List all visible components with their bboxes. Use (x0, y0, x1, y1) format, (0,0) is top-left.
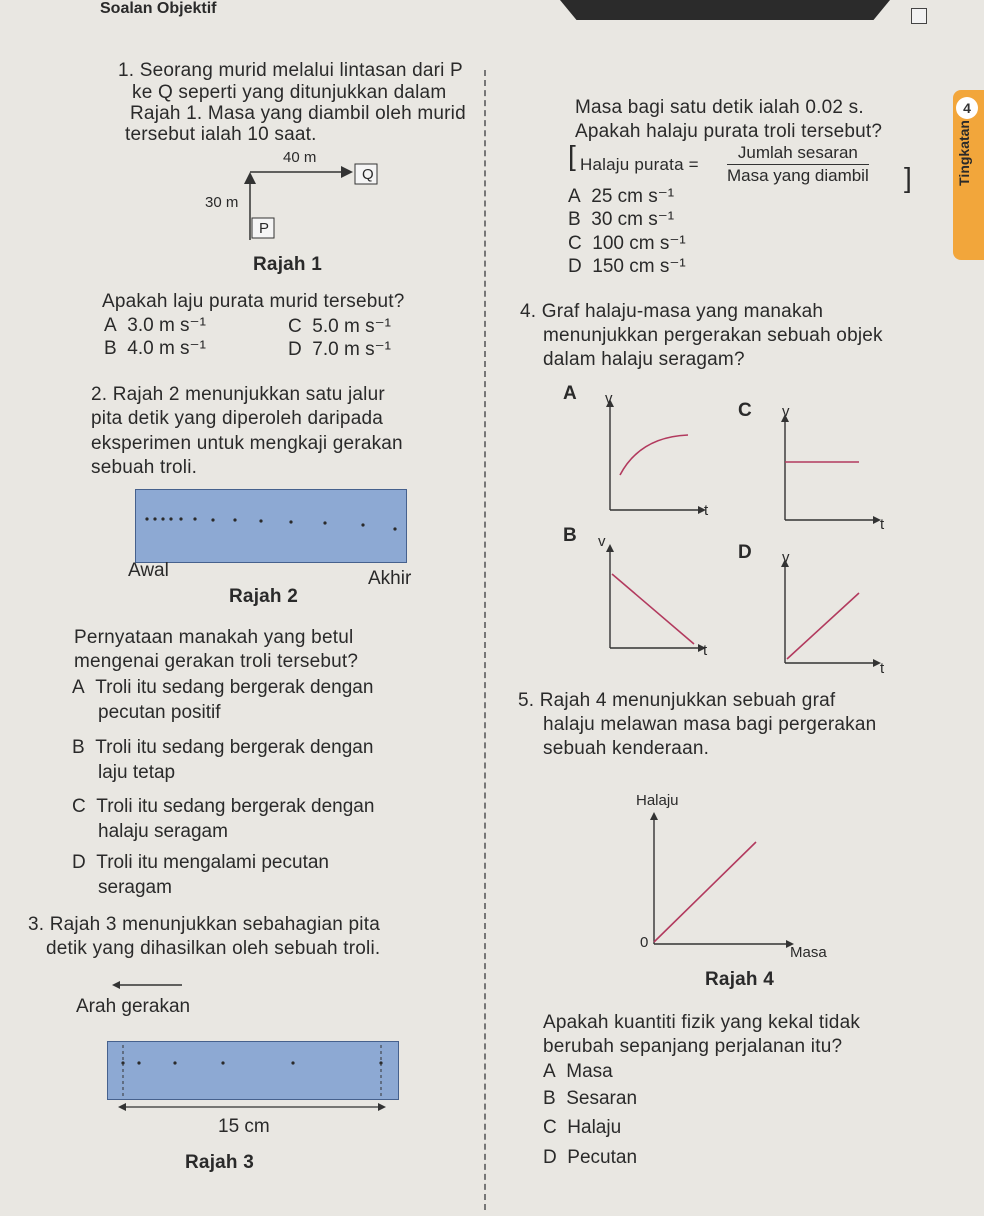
rajah-1-side-label: 30 m (205, 194, 239, 211)
option-letter: C (568, 233, 582, 254)
option-text: laju tetap (98, 762, 176, 783)
q3-line-2: detik yang dihasilkan oleh sebuah troli. (46, 938, 381, 959)
option-text: Pecutan (567, 1147, 638, 1168)
q2-question-1: Pernyataan manakah yang betul (74, 627, 354, 648)
header-banner (560, 0, 890, 20)
q2-option-b[interactable] (72, 735, 373, 785)
rajah-4-x-label: Masa (790, 944, 827, 961)
option-text: pecutan positif (98, 702, 221, 723)
option-text: Troli itu sedang bergerak dengan (95, 677, 374, 698)
q4-graph-d-x: t (880, 660, 885, 677)
option-letter: B (72, 737, 85, 758)
option-letter: A (104, 315, 117, 336)
q4-graph-b-letter[interactable]: B (563, 525, 577, 546)
q4-line-2: menunjukkan pergerakan sebuah objek (543, 325, 883, 346)
option-letter: A (72, 677, 85, 698)
rajah-2-caption: Rajah 2 (229, 586, 298, 607)
side-tab-label: Tingkatan (956, 120, 972, 186)
formula-lhs: Halaju purata = (580, 155, 699, 174)
section-tag: Soalan Objektif (100, 0, 217, 17)
formula-bracket-left: [ (568, 140, 576, 171)
q1-option-d[interactable] (288, 337, 391, 362)
option-text: Troli itu sedang bergerak dengan (95, 737, 374, 758)
q3-cont-line-1: Masa bagi satu detik ialah 0.02 s. (575, 97, 864, 118)
q4-graph-c-letter[interactable]: C (738, 400, 752, 421)
option-letter: B (568, 209, 581, 230)
option-letter: B (543, 1088, 556, 1109)
column-divider (484, 70, 486, 1210)
rajah-1-caption: Rajah 1 (253, 254, 322, 275)
q5-line-2: halaju melawan masa bagi pergerakan (543, 714, 877, 735)
q5-option-a[interactable] (543, 1059, 613, 1084)
q2-line-2: pita detik yang diperoleh daripada (91, 408, 384, 429)
q4-graph-b-y: v (598, 533, 606, 550)
rajah-3-caption: Rajah 3 (185, 1152, 254, 1173)
rajah-2-dots (135, 489, 407, 563)
q1-line-2: ke Q seperti yang ditunjukkan dalam (132, 82, 447, 103)
q3-option-d[interactable] (568, 254, 686, 279)
q3-option-c[interactable] (568, 231, 686, 256)
q2-question-2: mengenai gerakan troli tersebut? (74, 651, 359, 672)
q1-option-c[interactable] (288, 314, 391, 339)
option-text: 5.0 m s⁻¹ (312, 316, 391, 337)
option-text: Troli itu mengalami pecutan (96, 852, 329, 873)
rajah-1-top-label: 40 m (283, 149, 317, 166)
q4-line-1: 4. Graf halaju-masa yang manakah (520, 301, 824, 322)
q4-graph-c-x: t (880, 516, 885, 533)
q3-option-a[interactable] (568, 184, 674, 209)
rajah-3-direction-label: Arah gerakan (76, 996, 191, 1017)
rajah-1-point-p: P (259, 220, 270, 237)
q4-graph-a-letter[interactable]: A (563, 383, 577, 404)
option-letter: C (543, 1117, 557, 1138)
q4-graph-a-y: v (605, 390, 613, 407)
option-letter: C (72, 796, 86, 817)
rajah-4-origin: 0 (640, 934, 649, 951)
q5-option-d[interactable] (543, 1145, 637, 1170)
rajah-3-dots (107, 1041, 399, 1101)
q5-question-1: Apakah kuantiti fizik yang kekal tidak (543, 1012, 861, 1033)
option-text: 4.0 m s⁻¹ (127, 338, 206, 359)
q5-line-1: 5. Rajah 4 menunjukkan sebuah graf (518, 690, 836, 711)
q1-line-3: Rajah 1. Masa yang diambil oleh murid (130, 103, 466, 124)
side-tab-number: 4 (956, 97, 978, 119)
q4-graph-c[interactable] (775, 410, 895, 540)
q4-graph-d[interactable] (775, 555, 895, 680)
option-letter: D (72, 852, 86, 873)
q2-line-4: sebuah troli. (91, 457, 198, 478)
q4-graph-b-x: t (703, 642, 708, 659)
q3-option-b[interactable] (568, 207, 674, 232)
formula-bracket-right: ] (904, 162, 912, 193)
q5-line-3: sebuah kenderaan. (543, 738, 710, 759)
rajah-1-point-q: Q (362, 166, 374, 183)
q1-option-a[interactable] (104, 313, 206, 338)
rajah-4-caption: Rajah 4 (705, 969, 774, 990)
checkbox[interactable] (911, 8, 927, 24)
q4-graph-d-letter[interactable]: D (738, 542, 752, 563)
q5-option-b[interactable] (543, 1086, 637, 1111)
q4-line-3: dalam halaju seragam? (543, 349, 745, 370)
q4-graph-a-x: t (704, 502, 709, 519)
option-letter: A (568, 186, 581, 207)
formula-fraction (727, 142, 869, 187)
q5-option-c[interactable] (543, 1115, 621, 1140)
rajah-4-graph (640, 808, 800, 958)
rajah-4-y-label: Halaju (636, 792, 679, 809)
q2-option-c[interactable] (72, 794, 374, 844)
q1-line-1: 1. Seorang murid melalui lintasan dari P (118, 60, 463, 81)
option-letter: B (104, 338, 117, 359)
option-letter: D (288, 339, 302, 360)
q1-line-4: tersebut ialah 10 saat. (125, 124, 317, 145)
option-text: seragam (98, 877, 172, 898)
rajah-3-measure-arrow (118, 1100, 388, 1114)
formula-numerator: Jumlah sesaran (727, 142, 869, 165)
option-letter: D (543, 1147, 557, 1168)
q3-cont-line-2: Apakah halaju purata troli tersebut? (575, 121, 883, 142)
option-letter: C (288, 316, 302, 337)
q2-line-3: eksperimen untuk mengkaji gerakan (91, 433, 403, 454)
option-text: 150 cm s⁻¹ (592, 256, 686, 277)
option-letter: A (543, 1061, 556, 1082)
option-text: halaju seragam (98, 821, 228, 842)
option-text: 100 cm s⁻¹ (592, 233, 686, 254)
option-text: 3.0 m s⁻¹ (127, 315, 206, 336)
rajah-2-end-label: Akhir (368, 568, 412, 589)
rajah-3-length-label: 15 cm (218, 1116, 270, 1137)
option-text: Halaju (567, 1117, 622, 1138)
rajah-2-start-label: Awal (128, 560, 169, 581)
q2-option-a[interactable] (72, 675, 373, 725)
option-text: 30 cm s⁻¹ (591, 209, 675, 230)
q4-graph-b[interactable] (600, 540, 720, 660)
option-text: Sesaran (566, 1088, 638, 1109)
q3-line-1: 3. Rajah 3 menunjukkan sebahagian pita (28, 914, 380, 935)
option-text: 25 cm s⁻¹ (591, 186, 675, 207)
formula-denominator: Masa yang diambil (727, 166, 869, 185)
q2-option-d[interactable] (72, 850, 329, 900)
q5-question-2: berubah sepanjang perjalanan itu? (543, 1036, 843, 1057)
q1-question: Apakah laju purata murid tersebut? (102, 291, 405, 312)
option-text: 7.0 m s⁻¹ (312, 339, 391, 360)
q4-graph-c-y: v (782, 403, 790, 420)
option-text: Masa (566, 1061, 613, 1082)
option-letter: D (568, 256, 582, 277)
q4-graph-a[interactable] (600, 395, 720, 525)
q1-option-b[interactable] (104, 336, 206, 361)
option-text: Troli itu sedang bergerak dengan (96, 796, 375, 817)
q2-line-1: 2. Rajah 2 menunjukkan satu jalur (91, 384, 385, 405)
q4-graph-d-y: v (782, 549, 790, 566)
direction-arrow-icon (110, 978, 190, 992)
